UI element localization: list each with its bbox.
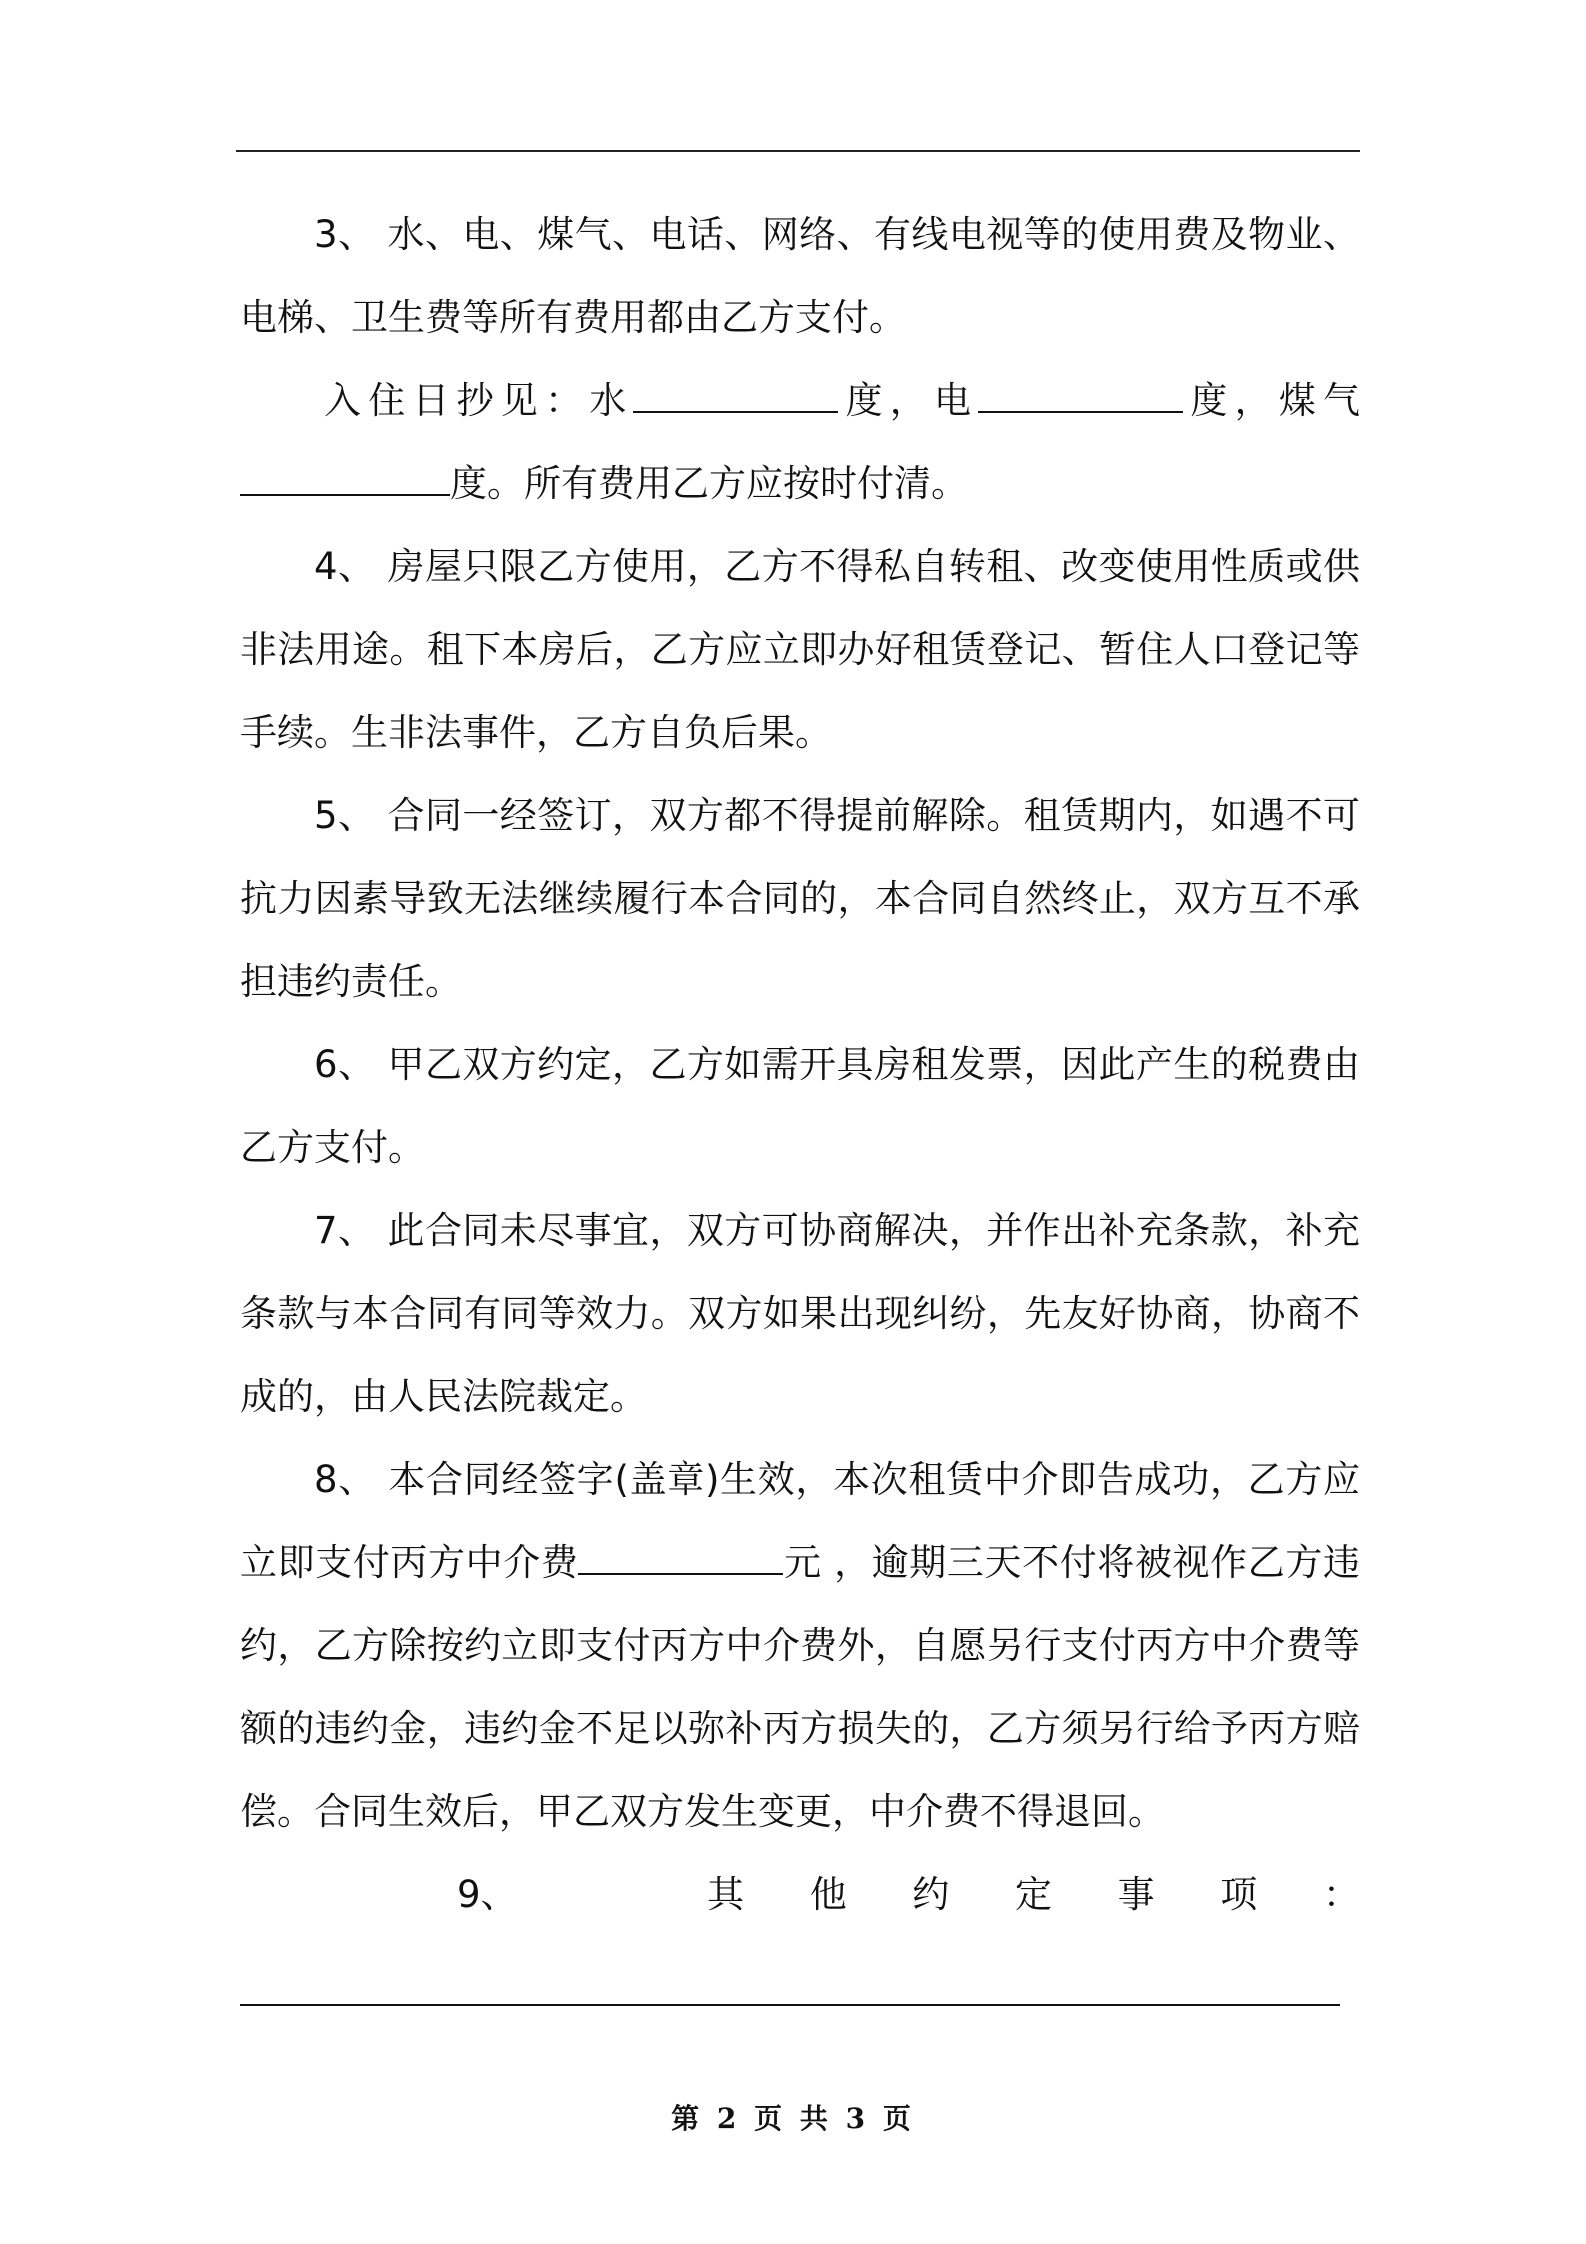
agency-fee-blank: [578, 1543, 783, 1575]
clause-8-suffix: 元 ，逾期三天不付将被视作乙方违约，乙方除按约立即支付丙方中介费外，自愿另行支付丙方中介费等额的违约金，违约金不足以弥补丙方损失的，乙方须另行给予丙方赔偿。合同生效后，甲乙双方发生变更，中介费不得退回。: [240, 1541, 1360, 1833]
meter-reading-line: [240, 359, 1360, 525]
clause-9-char: ：: [1322, 1873, 1360, 1916]
clause-5: 5、 合同一经签订，双方都不得提前解除。租赁期内，如遇不可抗力因素导致无法继续履行本合同的，本合同自然终止，双方互不承担违约责任。: [240, 794, 1360, 1003]
clause-9-char: 其: [707, 1873, 745, 1916]
meter-reading-suffix: 度。所有费用乙方应按时付清。: [450, 462, 968, 505]
electricity-reading-blank: [978, 381, 1183, 413]
meter-reading-prefix: 入住日抄见：水: [324, 379, 634, 422]
clause-4: 4、 房屋只限乙方使用，乙方不得私自转租、改变使用性质或供非法用途。租下本房后，乙方应立即办好租赁登记、暂住人口登记等手续。生非法事件，乙方自负后果。: [240, 545, 1360, 754]
header-rule: [236, 150, 1360, 152]
meter-reading-mid1: 度，电: [838, 379, 979, 422]
clause-9-char: 项: [1220, 1873, 1258, 1916]
clause-6: 6、 甲乙双方约定，乙方如需开具房租发票，因此产生的税费由乙方支付。: [240, 1043, 1360, 1169]
water-reading-blank: [633, 381, 838, 413]
meter-reading-mid2: 度，煤气: [1183, 379, 1361, 422]
clause-7: 7、 此合同未尽事宜，双方可协商解决，并作出补充条款，补充条款与本合同有同等效力。双方如果出现纠纷，先友好协商，协商不成的，由人民法院裁定。: [240, 1209, 1360, 1418]
clause-9-char: 约: [912, 1873, 950, 1916]
page-footer: 第 2 页 共 3 页: [671, 2102, 915, 2135]
clause-9-char: 定: [1015, 1873, 1053, 1916]
clause-9-heading: [240, 1853, 1360, 1936]
clause-9-char: 他: [809, 1873, 847, 1916]
other-terms-blank-line: [240, 2004, 1340, 2006]
clause-9-char: 事: [1117, 1873, 1155, 1916]
contract-body: [240, 193, 1360, 1936]
gas-reading-blank: [240, 464, 450, 496]
clause-3: 3、 水、电、煤气、电话、网络、有线电视等的使用费及物业、电梯、卫生费等所有费用都由乙方支付。: [240, 213, 1360, 339]
clause-9-number: 9、: [457, 1873, 518, 1916]
clause-8-prefix: 8、 本合同经签字(盖章)生效，本次租赁中介即告成功，乙方应立即支付丙方中介费: [240, 1458, 1360, 1584]
clause-8: [240, 1438, 1360, 1853]
